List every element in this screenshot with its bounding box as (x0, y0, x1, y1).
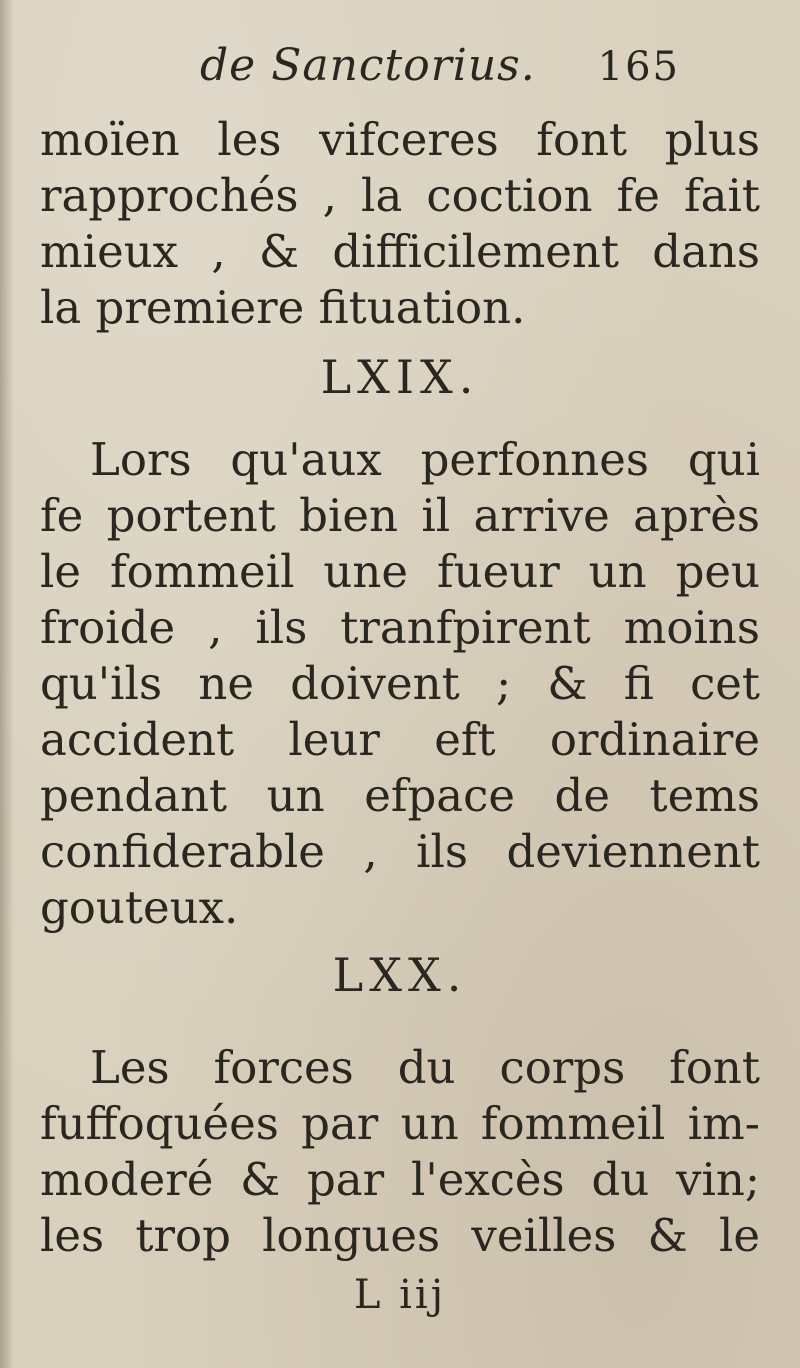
text-line: mieux , & difficilement dans (40, 225, 760, 278)
text-line: fe portent bien il arrive après (40, 489, 760, 542)
section-heading-lxix: LXIX. (320, 350, 480, 404)
running-title: de Sanctorius. (200, 40, 536, 91)
text-line: rapprochés , la coction fe fait (40, 169, 760, 222)
text-line: Lors qu'aux perfonnes qui (90, 433, 760, 486)
text-line: qu'ils ne doivent ; & fi cet (40, 657, 760, 710)
text-line: la premiere fituation. (40, 281, 526, 334)
text-line: le fommeil une fueur un peu (40, 545, 760, 598)
text-line: confiderable , ils deviennent (40, 825, 760, 878)
text-line: moderé & par l'excès du vin; (40, 1153, 760, 1206)
text-line: gouteux. (40, 881, 239, 934)
page-edge-shadow (0, 0, 14, 1368)
text-line: pendant un efpace de tems (40, 769, 760, 822)
text-line: les trop longues veilles & le (40, 1209, 760, 1262)
text-line: froide , ils tranfpirent moins (40, 601, 760, 654)
page-header (200, 40, 680, 100)
catchword-signature: L iij (353, 1272, 447, 1318)
text-line: fuffoquées par un fommeil im- (40, 1097, 760, 1150)
text-line: Les forces du corps font (90, 1041, 760, 1094)
text-line: accident leur eft ordinaire (40, 713, 760, 766)
page-number: 165 (597, 44, 680, 90)
section-heading-lxx: LXX. (332, 948, 468, 1002)
text-line: moïen les vifceres font plus (40, 113, 760, 166)
